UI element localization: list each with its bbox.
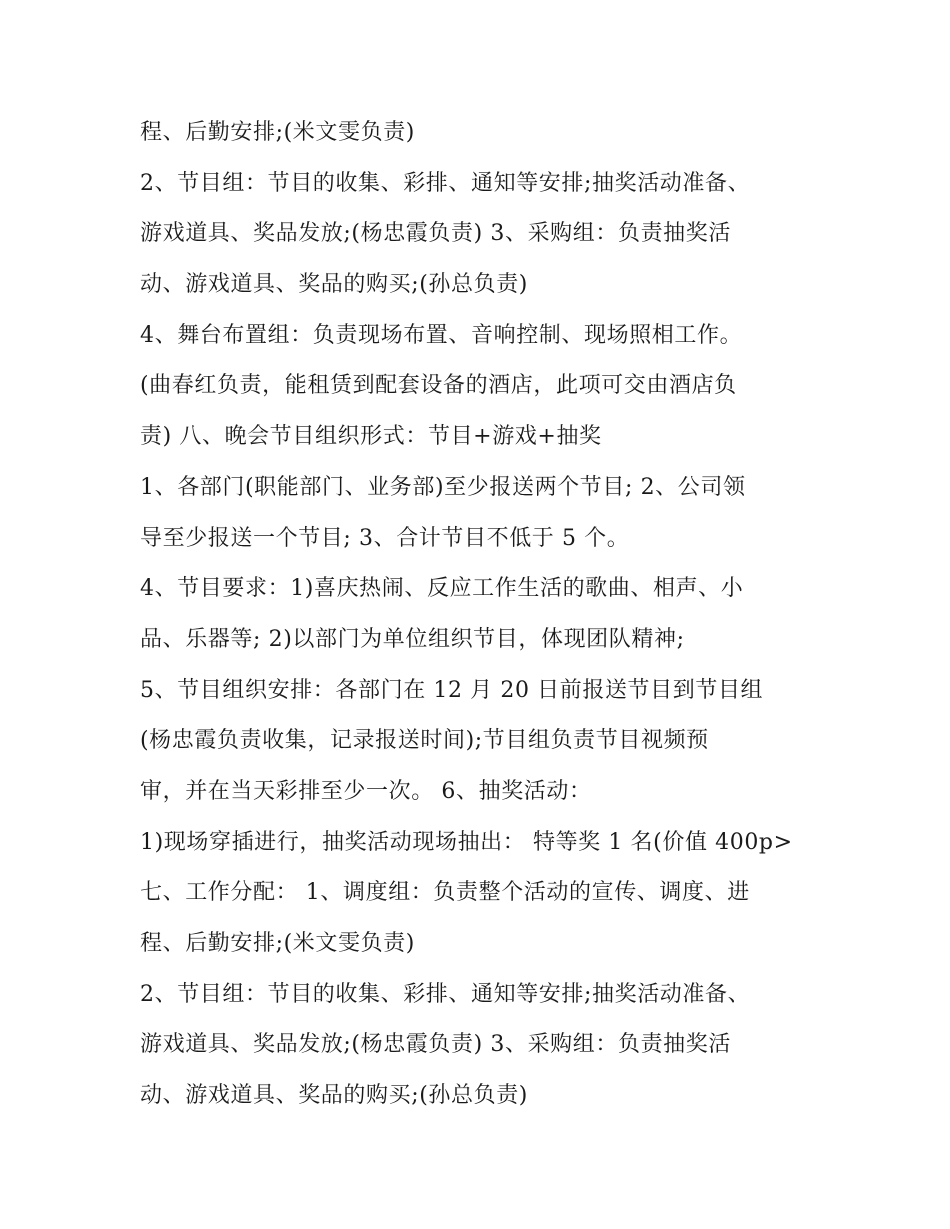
text-line: 4、节目要求：1)喜庆热闹、反应工作生活的歌曲、相声、小 <box>140 576 744 602</box>
text-line: 导至少报送一个节目; 3、合计节目不低于 5 个。 <box>140 525 630 551</box>
text-line: (曲春红负责，能租赁到配套设备的酒店，此项可交由酒店负 <box>140 373 737 399</box>
text-line: 动、游戏道具、奖品的购买;(孙总负责) <box>140 272 528 298</box>
text-line: 审，并在当天彩排至少一次。 6、抽奖活动： <box>140 778 592 804</box>
text-line: 1)现场穿插进行，抽奖活动现场抽出： 特等奖 1 名(价值 400p> <box>140 829 793 855</box>
text-line: 动、游戏道具、奖品的购买;(孙总负责) <box>140 1083 528 1109</box>
text-line: 4、舞台布置组：负责现场布置、音响控制、现场照相工作。 <box>140 322 743 348</box>
text-line: 七、工作分配： 1、调度组：负责整个活动的宣传、调度、进 <box>140 880 750 906</box>
text-line: 程、后勤安排;(米文雯负责) <box>140 931 415 956</box>
text-line: (杨忠霞负责收集，记录报送时间);节目组负责节目视频预 <box>140 728 709 754</box>
text-line: 品、乐器等; 2)以部门为单位组织节目，体现团队精神; <box>140 626 685 652</box>
text-line: 游戏道具、奖品发放;(杨忠霞负责) 3、采购组：负责抽奖活 <box>140 221 731 247</box>
text-line: 程、后勤安排;(米文雯负责) <box>140 120 415 145</box>
document-body <box>140 108 830 1122</box>
text-line: 2、节目组：节目的收集、彩排、通知等安排;抽奖活动准备、 <box>140 170 751 196</box>
text-line: 责) 八、晚会节目组织形式：节目+游戏+抽奖 <box>140 424 602 450</box>
text-line: 2、节目组：节目的收集、彩排、通知等安排;抽奖活动准备、 <box>140 981 751 1007</box>
text-line: 游戏道具、奖品发放;(杨忠霞负责) 3、采购组：负责抽奖活 <box>140 1032 731 1058</box>
text-line: 5、节目组织安排：各部门在 12 月 20 日前报送节目到节目组 <box>140 677 764 703</box>
text-line: 1、各部门(职能部门、业务部)至少报送两个节目; 2、公司领 <box>140 474 746 500</box>
